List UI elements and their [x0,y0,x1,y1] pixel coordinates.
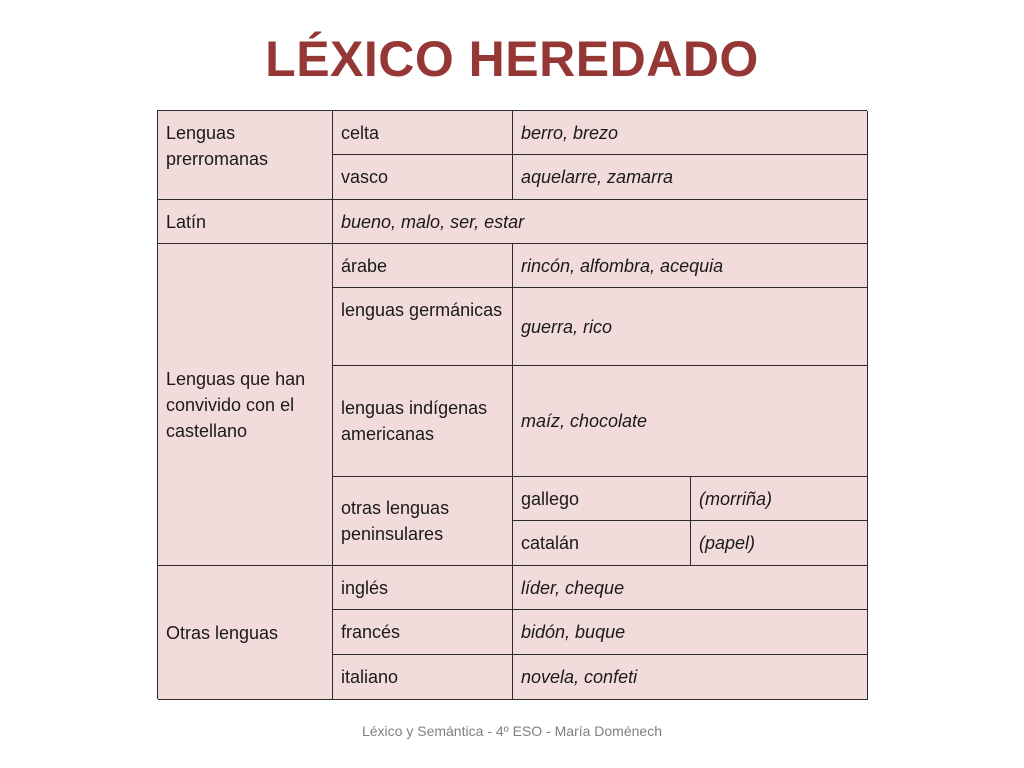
examples-cell: (papel) [691,521,868,566]
examples-cell: (morriña) [691,477,868,521]
examples-cell: maíz, chocolate [513,366,868,477]
slide-footer: Léxico y Semántica - 4º ESO - María Doménech [361,723,662,739]
language-cell: lenguas indígenas americanas [333,366,513,477]
lexicon-table [157,110,867,699]
slide-title: LÉXICO HEREDADO [265,31,759,87]
group-label-prerromanas: Lenguas prerromanas [158,111,333,200]
examples-cell: líder, cheque [513,566,868,610]
sub-group-label-peninsulares: otras lenguas peninsulares [333,477,513,566]
examples-cell: rincón, alfombra, acequia [513,244,868,288]
examples-cell: bidón, buque [513,610,868,655]
language-cell: inglés [333,566,513,610]
language-cell: vasco [333,155,513,200]
examples-cell: bueno, malo, ser, estar [333,200,868,244]
language-cell: celta [333,111,513,155]
language-cell: árabe [333,244,513,288]
group-label-otras: Otras lenguas [158,566,333,700]
examples-cell: novela, confeti [513,655,868,700]
examples-cell: guerra, rico [513,288,868,366]
language-cell: lenguas germánicas [333,288,513,366]
examples-cell: aquelarre, zamarra [513,155,868,200]
language-cell: catalán [513,521,691,566]
group-label-latin: Latín [158,200,333,244]
language-cell: gallego [513,477,691,521]
group-label-convivido: Lenguas que han convivido con el castellano [158,244,333,566]
examples-cell: berro, brezo [513,111,868,155]
language-cell: francés [333,610,513,655]
language-cell: italiano [333,655,513,700]
